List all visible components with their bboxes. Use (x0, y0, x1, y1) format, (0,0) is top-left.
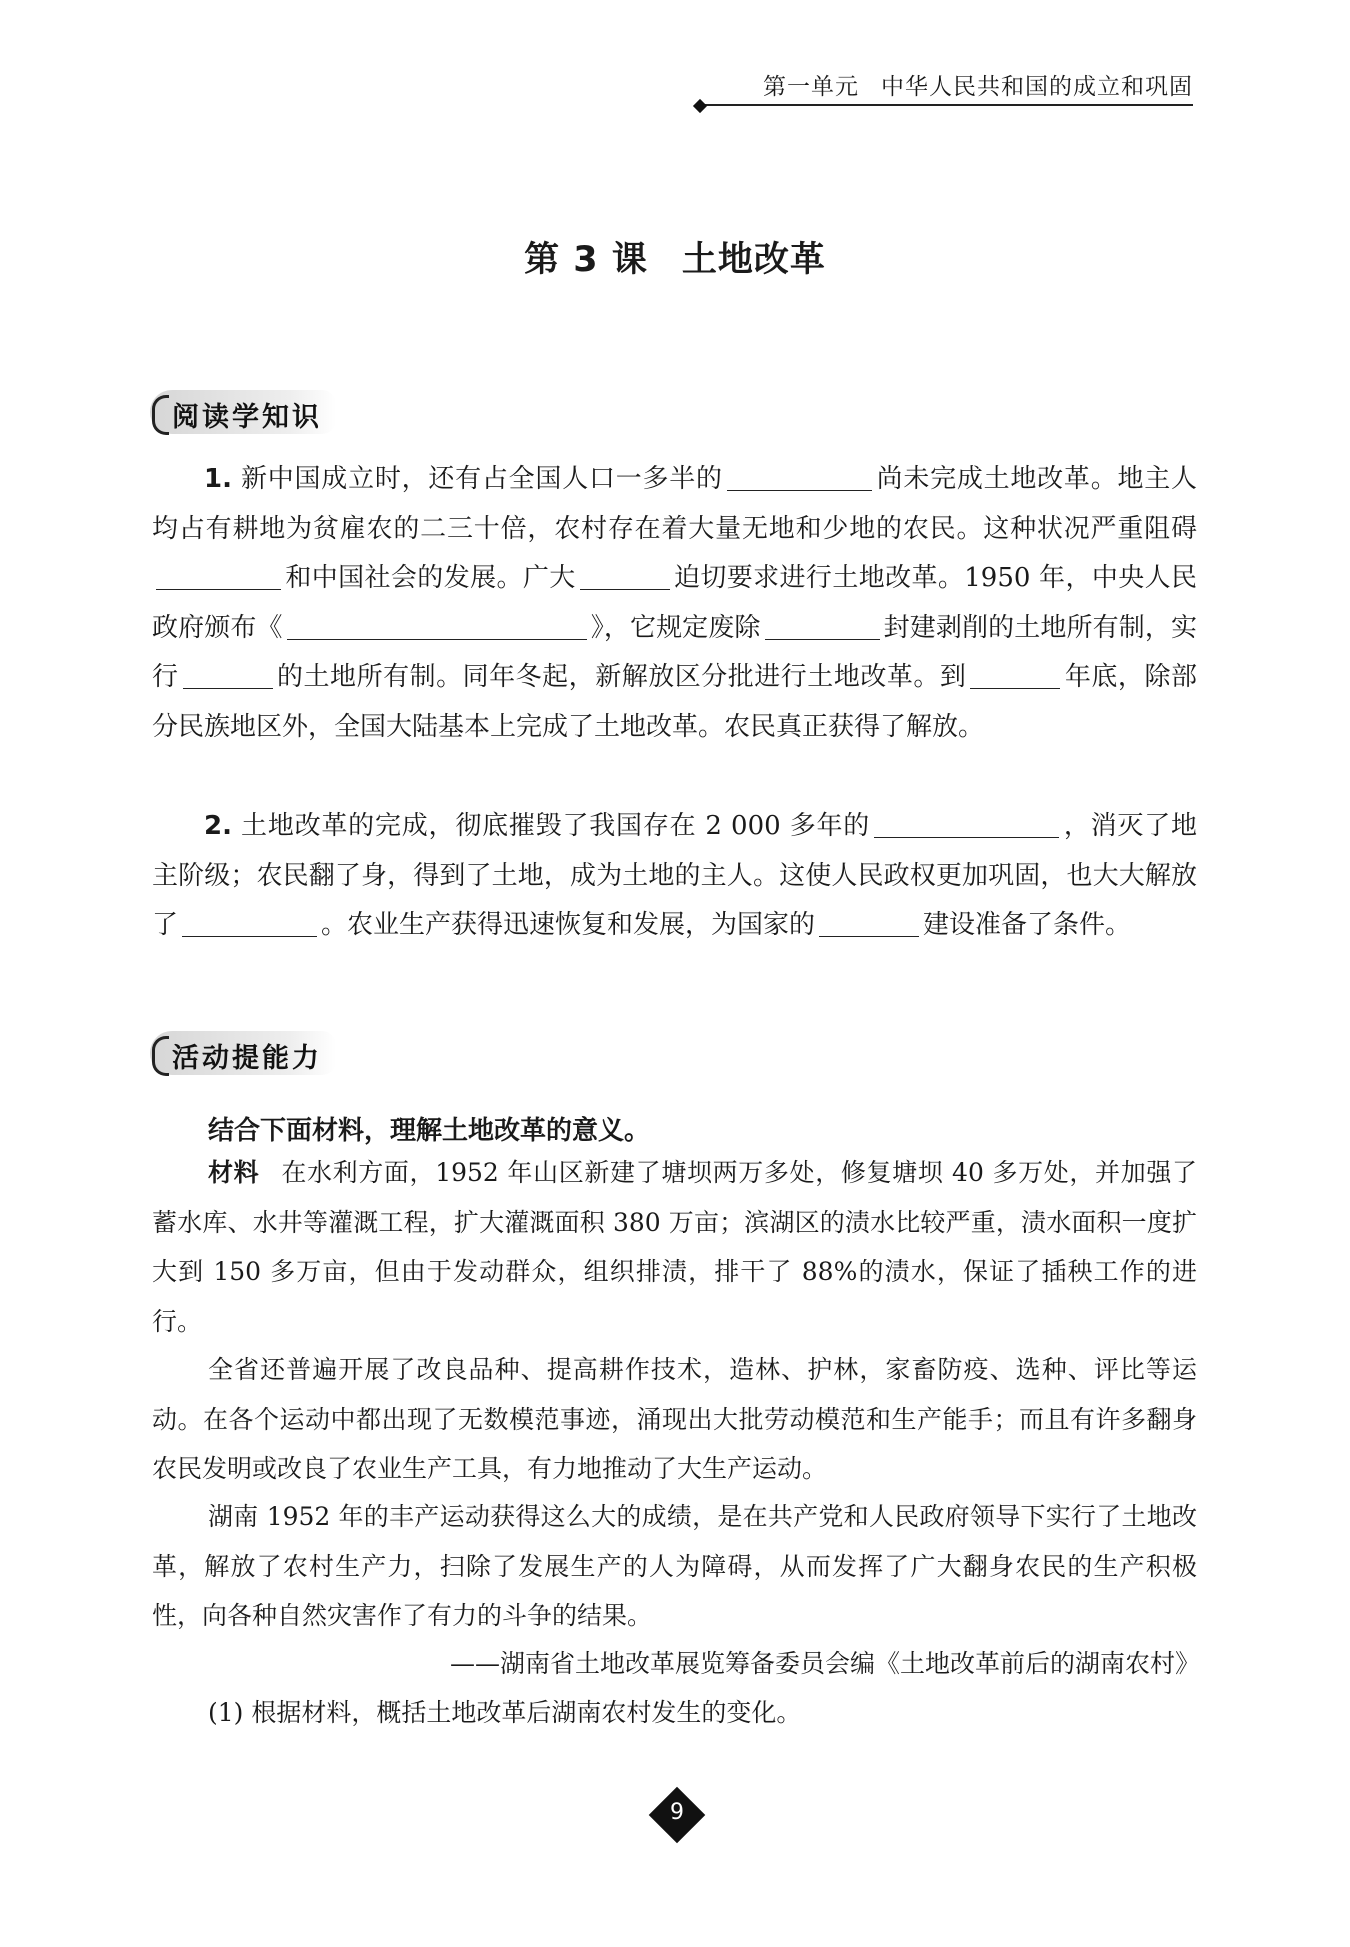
section-tag-activity (150, 1031, 360, 1079)
fill-blank[interactable] (183, 662, 273, 689)
question-text: 和中国社会的发展。广大 (285, 563, 576, 593)
activity-task: 结合下面材料，理解土地改革的意义。 (208, 1116, 651, 1146)
question-text: 土地改革的完成，彻底摧毁了我国存在 2 000 多年的 (241, 811, 871, 841)
fill-blank[interactable] (765, 613, 880, 640)
activity-question-1: (1) 根据材料，概括土地改革后湖南农村发生的变化。 (208, 1698, 802, 1727)
question-2 (152, 802, 1197, 951)
fill-blank[interactable] (156, 563, 281, 590)
page-number (650, 1788, 704, 1842)
section-tag-label: 活动提能力 (172, 1043, 322, 1074)
section-tag-label: 阅读学知识 (172, 402, 322, 433)
running-header (705, 62, 1193, 106)
material-source: ——湖南省土地改革展览筹备委员会编《土地改革前后的湖南农村》 (449, 1649, 1200, 1678)
fill-blank[interactable] (182, 910, 317, 937)
material-text: 在水利方面，1952 年山区新建了塘坝两万多处，修复塘坝 40 多万处，并加强了蓄水库、水井等灌溉工程，扩大灌溉面积 380 万亩；滨湖区的渍水比较严重，渍水面积一度扩大到 150 多万亩，但由于发动群众，组织排渍，排干了 88%的渍水，保证了插秧工作的进行。 (152, 1158, 1197, 1336)
lesson-name: 土地改革 (681, 240, 826, 280)
fill-blank[interactable] (874, 811, 1059, 838)
question-text: 迫切要求进行土地改革。1950 年，中央人民政府颁布《 (152, 563, 1197, 643)
header-text (763, 68, 1193, 101)
section-tag-reading (150, 390, 360, 438)
fill-blank[interactable] (970, 662, 1060, 689)
material-paragraph-3 (152, 1492, 1197, 1641)
question-text: 的土地所有制。同年冬起，新解放区分批进行土地改革。到 (276, 662, 967, 692)
lesson-number: 第 3 课 (524, 240, 648, 280)
fill-blank[interactable] (287, 613, 587, 640)
bracket-icon (152, 395, 169, 435)
question-text: 。农业生产获得迅速恢复和发展，为国家的 (321, 910, 816, 940)
material-text: 湖南 1952 年的丰产运动获得这么大的成绩，是在共产党和人民政府领导下实行了土地改革，解放了农村生产力，扫除了发展生产的人为障碍，从而发挥了广大翻身农民的生产积极性，向各种自然灾害作了有力的斗争的结果。 (152, 1502, 1197, 1630)
question-text: 封建剥削的土地所有制，实行 (152, 612, 1197, 692)
material-label: 材料 (208, 1158, 260, 1187)
header-unit-title: 中华人民共和国的成立和巩固 (881, 74, 1193, 100)
question-text: 年底，除部分民族地区外，全国大陆基本上完成了土地改革。农民真正获得了解放。 (152, 662, 1197, 742)
bracket-icon (152, 1036, 169, 1076)
question-text: 建设准备了条件。 (923, 910, 1132, 940)
question-text: ，消灭了地主阶级；农民翻了身，得到了土地，成为土地的主人。这使人民政权更加巩固，也大大解放了 (152, 811, 1197, 940)
diamond-bullet-icon (693, 99, 707, 113)
material-paragraph-1 (152, 1148, 1197, 1346)
fill-blank[interactable] (819, 910, 919, 937)
question-number: 1. (204, 464, 232, 494)
material-text: 全省还普遍开展了改良品种、提高耕作技术，造林、护林，家畜防疫、选种、评比等运动。在各个运动中都出现了无数模范事迹，涌现出大批劳动模范和生产能手；而且有许多翻身农民发明或改良了农业生产工具，有力地推动了大生产运动。 (152, 1355, 1197, 1483)
question-text: 新中国成立时，还有占全国人口一多半的 (241, 464, 723, 494)
question-1 (152, 455, 1197, 752)
header-unit: 第一单元 (763, 74, 859, 100)
question-text: 》，它规定废除 (590, 612, 761, 643)
question-text: 尚未完成土地改革。地主人均占有耕地为贫雇农的二三十倍，农村存在着大量无地和少地的农民。这种状况严重阻碍 (152, 464, 1197, 544)
fill-blank[interactable] (580, 563, 670, 590)
question-number: 2. (204, 811, 232, 841)
material-paragraph-2 (152, 1345, 1197, 1494)
page-number-text: 9 (670, 1800, 684, 1825)
fill-blank[interactable] (727, 464, 872, 491)
lesson-title (0, 232, 1350, 282)
